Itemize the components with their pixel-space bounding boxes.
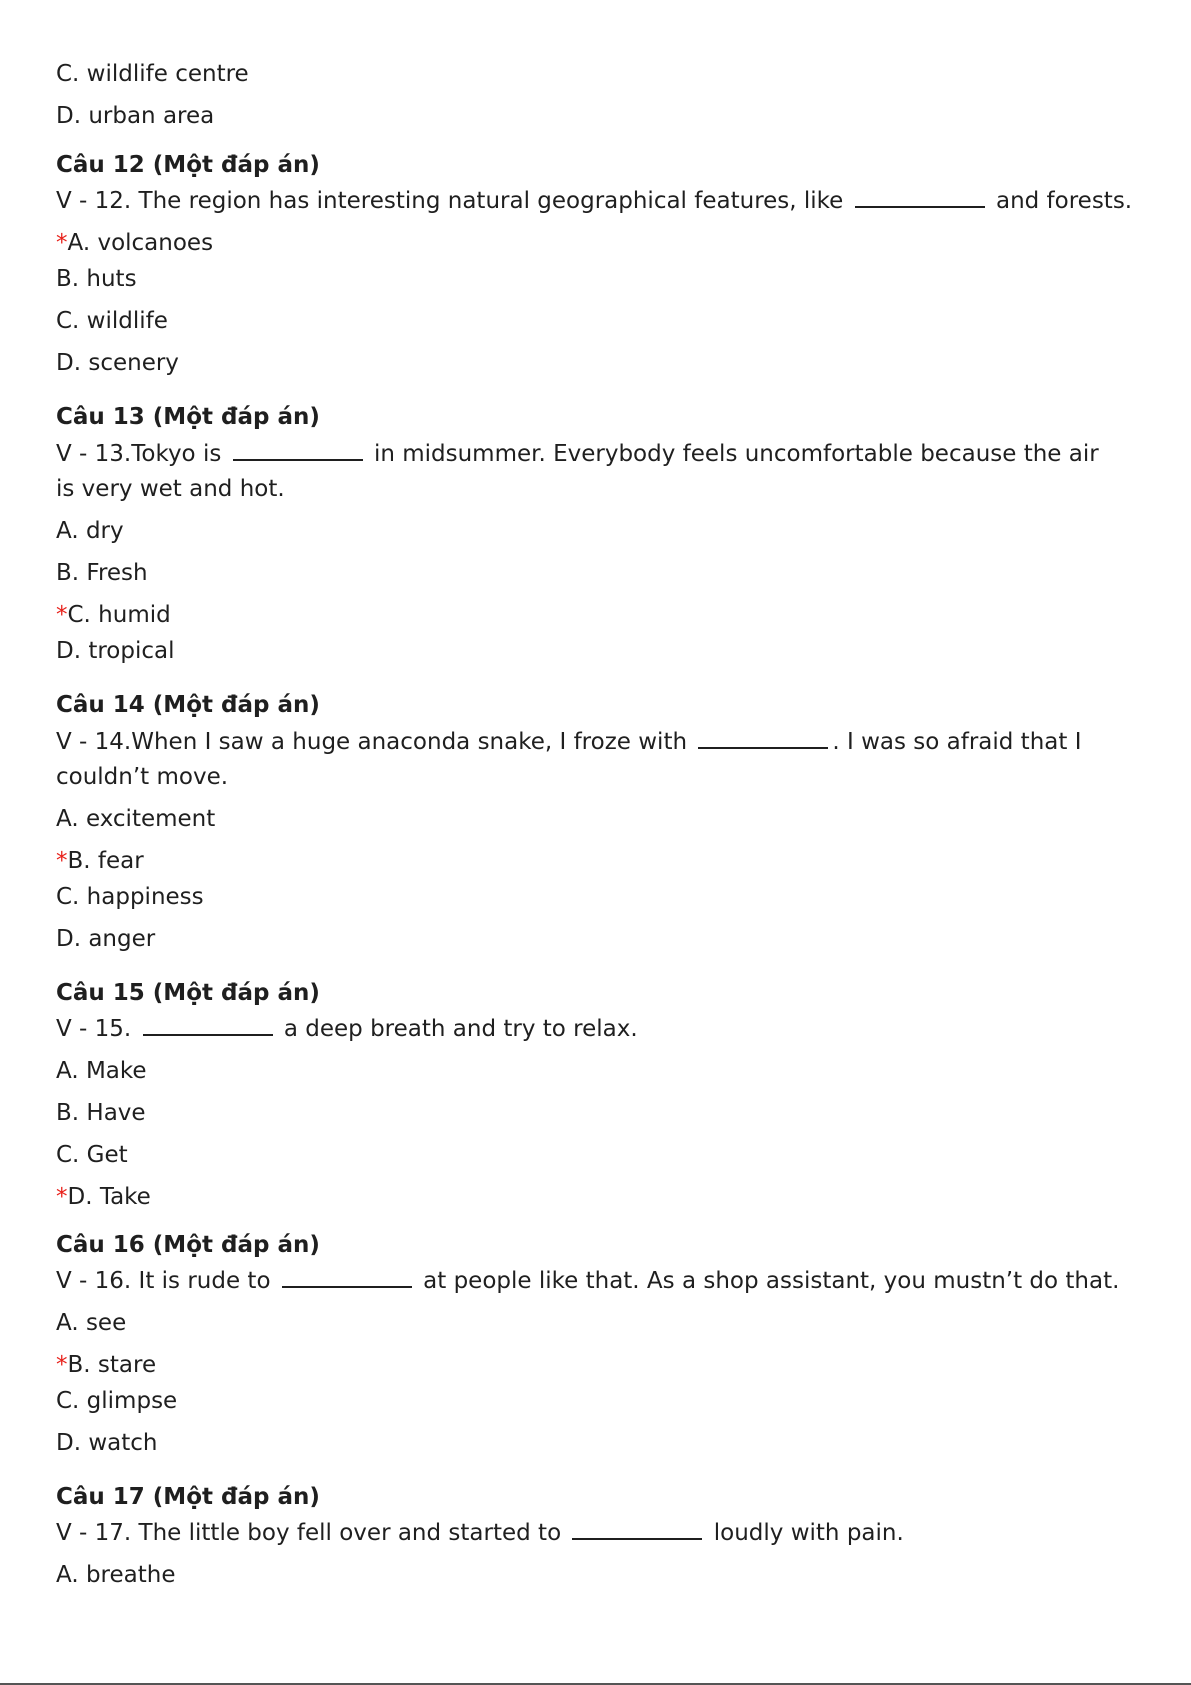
answer-blank bbox=[233, 441, 363, 461]
prompt-text: loudly with pain. bbox=[713, 1520, 904, 1546]
correct-marker: * bbox=[56, 602, 68, 628]
option-label: D. Take bbox=[67, 1184, 151, 1210]
option-item: D. watch bbox=[56, 1430, 158, 1456]
question-title: Câu 15 (Một đáp án) bbox=[56, 980, 320, 1006]
prompt-text: V - 14.When I saw a huge anaconda snake, I froze with bbox=[56, 729, 688, 755]
prompt-text: . I was so afraid that I couldn’t move. bbox=[56, 729, 1082, 790]
question-title: Câu 14 (Một đáp án) bbox=[56, 692, 320, 718]
question-prompt bbox=[56, 725, 1118, 795]
answer-blank bbox=[855, 188, 985, 208]
correct-marker: * bbox=[56, 1352, 68, 1378]
question-prompt bbox=[56, 1518, 904, 1548]
option-item: A. breathe bbox=[56, 1562, 176, 1588]
option-item: C. glimpse bbox=[56, 1388, 178, 1414]
option-item: B. Have bbox=[56, 1100, 146, 1126]
correct-marker: * bbox=[56, 848, 68, 874]
prompt-text: and forests. bbox=[995, 188, 1133, 214]
prompt-text: V - 13.Tokyo is bbox=[56, 441, 222, 467]
option-item: C. Get bbox=[56, 1142, 128, 1168]
question-prompt bbox=[56, 437, 1118, 507]
question-prompt bbox=[56, 1266, 1119, 1296]
question-prompt bbox=[56, 186, 1132, 216]
option-item: C. wildlife centre bbox=[56, 61, 249, 87]
question-prompt bbox=[56, 1014, 638, 1044]
option-item: D. urban area bbox=[56, 103, 215, 129]
option-item: A. dry bbox=[56, 518, 124, 544]
option-item bbox=[56, 600, 171, 630]
option-item: A. excitement bbox=[56, 806, 216, 832]
option-item: D. anger bbox=[56, 926, 156, 952]
option-item: B. Fresh bbox=[56, 560, 148, 586]
option-item: C. wildlife bbox=[56, 308, 168, 334]
question-title: Câu 16 (Một đáp án) bbox=[56, 1232, 320, 1258]
option-label: A. volcanoes bbox=[67, 230, 214, 256]
prompt-text: V - 15. bbox=[56, 1016, 132, 1042]
answer-blank bbox=[572, 1520, 702, 1540]
option-item bbox=[56, 1350, 156, 1380]
answer-blank bbox=[282, 1268, 412, 1288]
prompt-text: at people like that. As a shop assistant, you mustn’t do that. bbox=[423, 1268, 1120, 1294]
option-item: C. happiness bbox=[56, 884, 204, 910]
prompt-text: in midsummer. Everybody feels uncomfortable because the air is very wet and hot. bbox=[56, 441, 1099, 502]
option-item: B. huts bbox=[56, 266, 137, 292]
option-item: D. scenery bbox=[56, 350, 179, 376]
prompt-text: V - 12. The region has interesting natural geographical features, like bbox=[56, 188, 844, 214]
option-label: B. stare bbox=[67, 1352, 157, 1378]
option-item: D. tropical bbox=[56, 638, 175, 664]
answer-blank bbox=[143, 1016, 273, 1036]
option-label: B. fear bbox=[67, 848, 144, 874]
option-item: A. see bbox=[56, 1310, 127, 1336]
correct-marker: * bbox=[56, 1184, 68, 1210]
answer-blank bbox=[698, 729, 828, 749]
prompt-text: V - 17. The little boy fell over and started to bbox=[56, 1520, 562, 1546]
prompt-text: V - 16. It is rude to bbox=[56, 1268, 271, 1294]
option-item bbox=[56, 228, 213, 258]
option-item: A. Make bbox=[56, 1058, 147, 1084]
question-title: Câu 13 (Một đáp án) bbox=[56, 404, 320, 430]
option-item bbox=[56, 1182, 151, 1212]
question-title: Câu 12 (Một đáp án) bbox=[56, 152, 320, 178]
option-item bbox=[56, 846, 144, 876]
option-label: C. humid bbox=[67, 602, 171, 628]
correct-marker: * bbox=[56, 230, 68, 256]
question-title: Câu 17 (Một đáp án) bbox=[56, 1484, 320, 1510]
prompt-text: a deep breath and try to relax. bbox=[283, 1016, 638, 1042]
